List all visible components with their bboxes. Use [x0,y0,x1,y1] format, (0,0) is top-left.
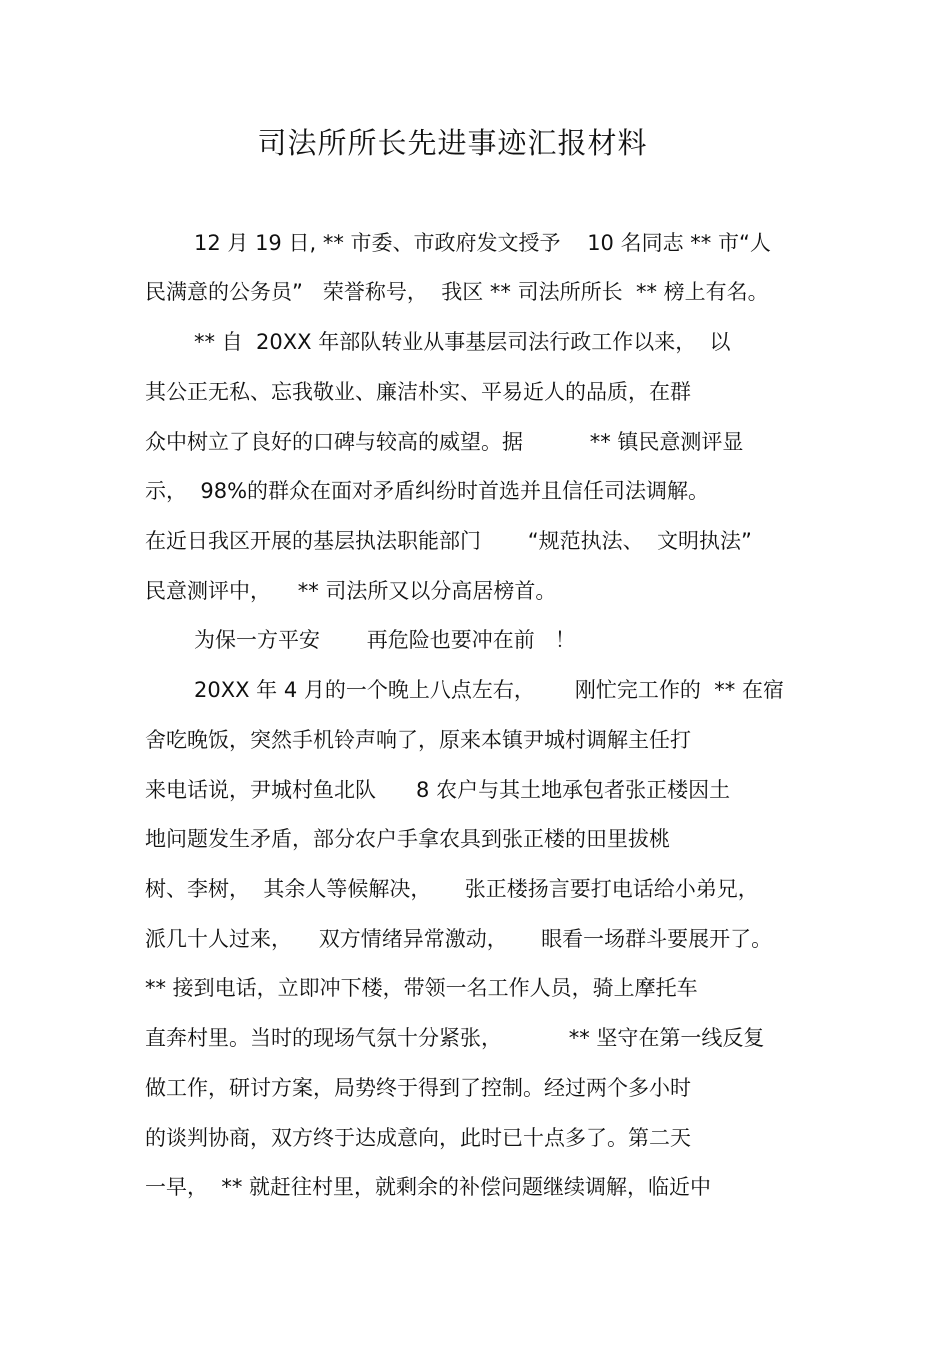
body-line: 的谈判协商，双方终于达成意向，此时已十点多了。第二天 [145,1126,691,1150]
body-line: 为保一方平安 再危险也要冲在前 ！ [194,628,576,652]
body-line: 做工作，研讨方案，局势终于得到了控制。经过两个多小时 [145,1076,691,1100]
body-line: 舍吃晚饭，突然手机铃声响了，原来本镇尹城村调解主任打 [145,728,691,752]
body-line: 直奔村里。当时的现场气氛十分紧张， ** 坚守在第一线反复 [145,1026,765,1050]
body-line: 派几十人过来， 双方情绪异常激动， 眼看一场群斗要展开了。 [145,927,773,951]
body-line: 其公正无私、忘我敬业、廉洁朴实、平易近人的品质，在群 [145,380,691,404]
body-line: 12 月 19 日, ** 市委、市政府发文授予 10 名同志 ** 市“人 [194,231,771,255]
body-line: 在近日我区开展的基层执法职能部门 “规范执法、 文明执法” [145,529,752,553]
body-line: 示， 98%的群众在面对矛盾纠纷时首选并且信任司法调解。 [145,479,710,503]
body-line: 一早， ** 就赶往村里，就剩余的补偿问题继续调解，临近中 [145,1175,712,1199]
body-line: ** 接到电话，立即冲下楼，带领一名工作人员，骑上摩托车 [145,976,698,1000]
body-line: 民满意的公务员” 荣誉称号， 我区 ** 司法所所长 ** 榜上有名。 [145,280,769,304]
body-line: 20XX 年 4 月的一个晚上八点左右， 刚忙完工作的 ** 在宿 [194,678,784,702]
body-line: ** 自 20XX 年部队转业从事基层司法行政工作以来， 以 [194,330,731,354]
document-title: 司法所所长先进事迹汇报材料 [257,126,648,160]
body-line: 民意测评中， ** 司法所又以分高居榜首。 [145,579,557,603]
body-line: 来电话说，尹城村鱼北队 8 农户与其土地承包者张正楼因土 [145,778,731,802]
body-line: 地问题发生矛盾，部分农户手拿农具到张正楼的田里拔桃 [145,827,670,851]
body-line: 树、李树， 其余人等候解决， 张正楼扬言要打电话给小弟兄， [145,877,759,901]
body-line: 众中树立了良好的口碑与较高的威望。据 ** 镇民意测评显 [145,430,744,454]
